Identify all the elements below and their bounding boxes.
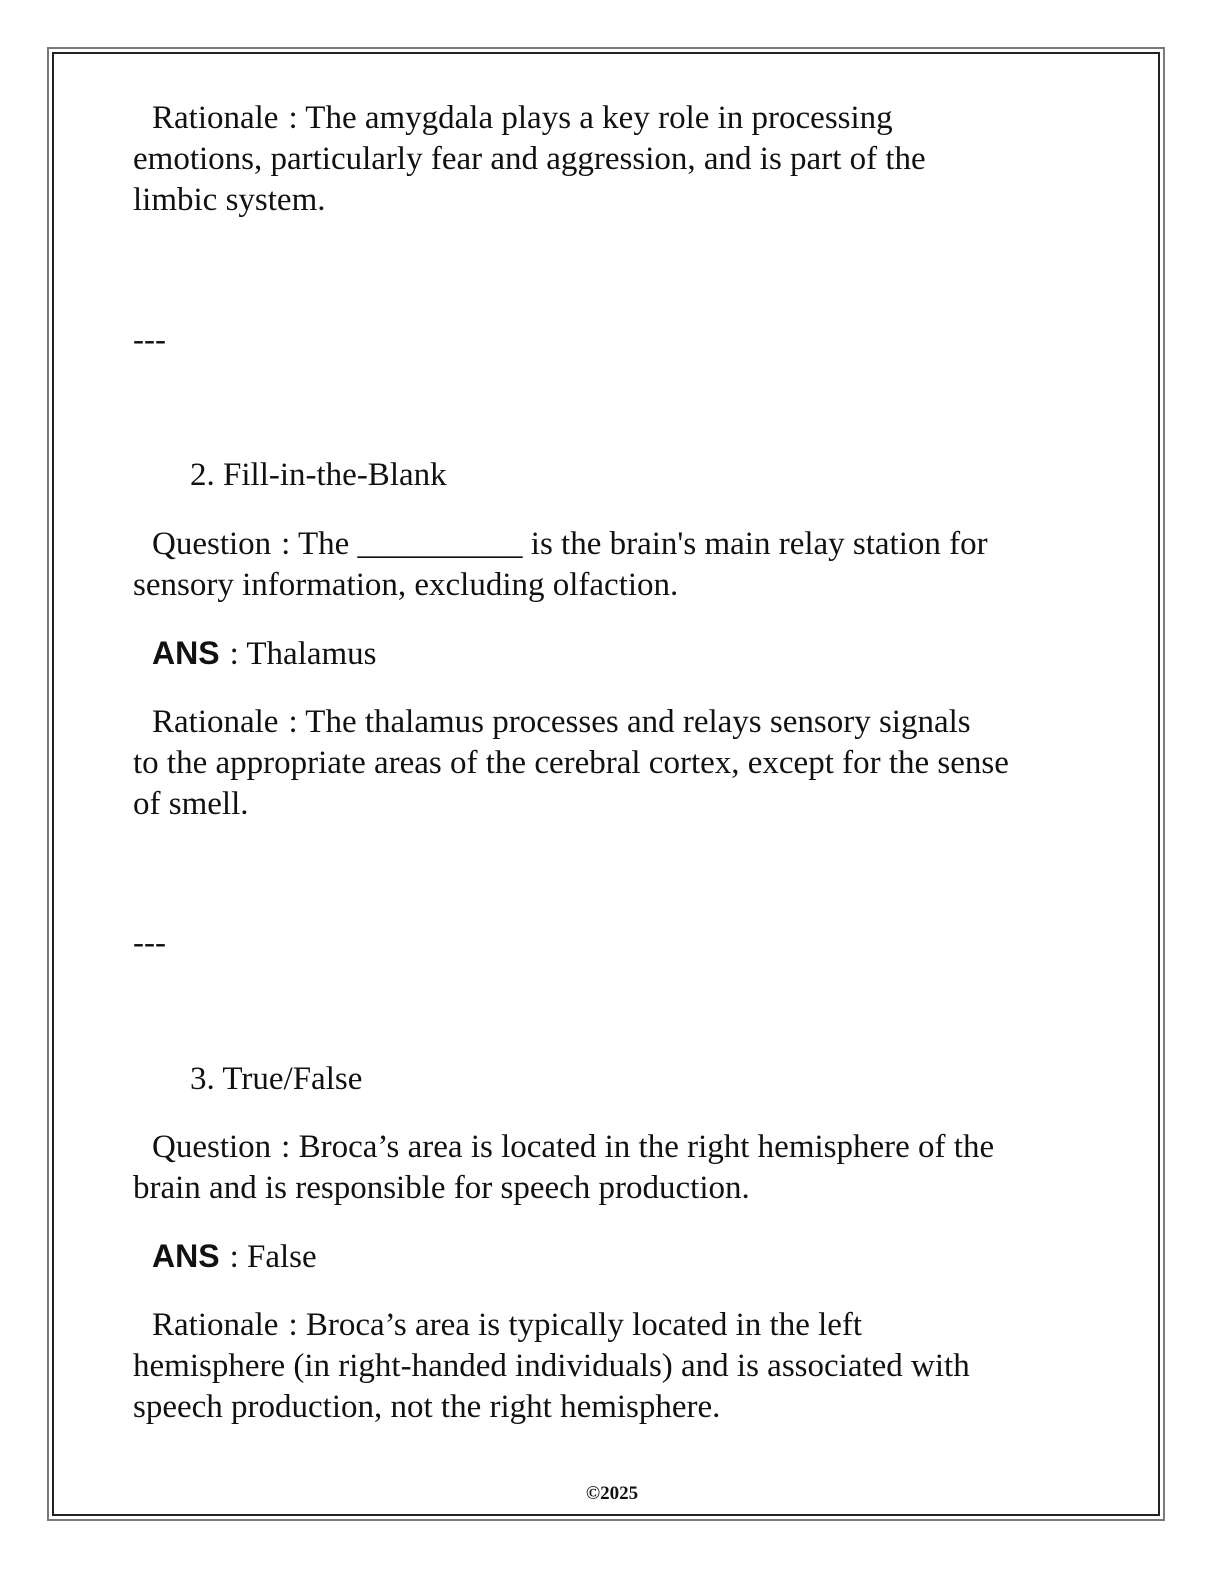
section-heading: 3. True/False [190,1061,363,1097]
rationale-2 [133,702,1093,825]
rationale-text: to the appropriate areas of the cerebral cortex, except for the sense [133,745,1009,781]
rationale-text: : The thalamus processes and relays sensory signals [288,704,971,740]
rationale-label: Rationale [152,1307,279,1343]
copyright-footer: ©2025 [585,1483,639,1504]
rationale-label: Rationale [152,100,279,136]
answer-label: ANS [152,1238,220,1274]
rationale-text: speech production, not the right hemisphere. [133,1389,721,1425]
rationale-text: emotions, particularly fear and aggression, and is part of the [133,141,926,177]
divider: --- [133,322,166,358]
answer-2 [133,633,1093,675]
rationale-text: limbic system. [133,182,326,218]
question-2 [133,524,1093,606]
rationale-text: hemisphere (in right-handed individuals) and is associated with [133,1348,970,1384]
answer-3 [133,1236,1093,1278]
question-text: : The __________ is the brain's main relay station for [281,526,988,562]
answer-value: : Thalamus [229,636,377,672]
question-label: Question [152,526,272,562]
rationale-text: : The amygdala plays a key role in processing [288,100,893,136]
rationale-1 [133,98,1093,221]
question-text: : Broca’s area is located in the right hemisphere of the [281,1129,995,1165]
question-label: Question [152,1129,272,1165]
question-text: sensory information, excluding olfaction. [133,567,679,603]
answer-value: : False [229,1239,317,1275]
divider: --- [133,925,166,961]
section-heading: 2. Fill-in-the-Blank [190,457,447,493]
rationale-label: Rationale [152,704,279,740]
rationale-text: : Broca’s area is typically located in the left [288,1307,863,1343]
question-text: brain and is responsible for speech production. [133,1170,750,1206]
rationale-3 [133,1305,1093,1428]
rationale-text: of smell. [133,786,249,822]
question-3 [133,1127,1093,1209]
answer-label: ANS [152,635,220,671]
